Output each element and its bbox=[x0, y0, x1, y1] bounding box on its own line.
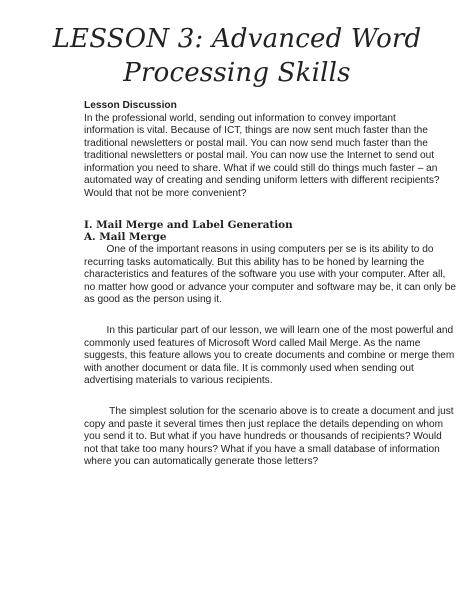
paragraph-line: as good as the person using it. bbox=[84, 294, 222, 306]
paragraph-line: automated way of creating and sending uniform letters with different recipients? bbox=[84, 175, 440, 186]
mail-merge-paragraph-3 bbox=[84, 406, 454, 469]
paragraph-line: The simplest solution for the scenario above is to create a document and just bbox=[84, 406, 454, 418]
lesson-title-line-1: LESSON 3: Advanced Word bbox=[52, 24, 422, 54]
paragraph-line: commonly used features of Microsoft Word called Mail Merge. As the name bbox=[84, 337, 421, 349]
paragraph-line: In the professional world, sending out information to convey important bbox=[84, 112, 396, 124]
document-body bbox=[84, 100, 457, 469]
paragraph-line: you send it to. But what if you have hundreds or thousands of recipients? Would bbox=[84, 431, 442, 443]
paragraph-line: no matter how good or advance your computer and software may be, it can only be bbox=[84, 281, 457, 293]
lesson-title bbox=[0, 22, 474, 90]
lesson-title-line-2: Processing Skills bbox=[123, 58, 351, 88]
paragraph-line: characteristics and features of the software you use with your computer. After all, bbox=[84, 269, 446, 281]
subsection-heading: A. Mail Merge bbox=[84, 231, 167, 244]
lesson-discussion-heading: Lesson Discussion bbox=[84, 100, 177, 111]
paragraph-line: Would that not be more convenient? bbox=[84, 187, 247, 199]
mail-merge-paragraph-2 bbox=[84, 325, 455, 388]
paragraph-line: traditional newsletters or postal mail. You can now send much faster than the bbox=[84, 137, 428, 149]
paragraph-line: information is vital. Because of ICT, things are now sent much faster than the bbox=[84, 125, 428, 136]
paragraph-line: One of the important reasons in using computers per se is its ability to do bbox=[84, 244, 434, 256]
lesson-discussion-paragraph bbox=[84, 112, 440, 201]
paragraph-line: suggests, this feature allows you to create documents and combine or merge them bbox=[84, 350, 455, 362]
paragraph-line: In this particular part of our lesson, we will learn one of the most powerful and bbox=[84, 325, 454, 337]
paragraph-line: where you can automatically generate those letters? bbox=[84, 456, 319, 468]
mail-merge-paragraph-1 bbox=[84, 244, 457, 307]
section-heading: I. Mail Merge and Label Generation bbox=[84, 218, 293, 231]
paragraph-line: recurring tasks automatically. But this ability has to be honed by learning the bbox=[84, 256, 425, 268]
paragraph-line: copy and paste it several times then just replace the details depending on whom bbox=[84, 418, 444, 430]
paragraph-line: with another document or data file. It is commonly used when sending out bbox=[84, 362, 414, 374]
paragraph-line: information you need to share. What if we could still do things much faster – an bbox=[84, 162, 438, 174]
paragraph-line: advertising materials to various recipients. bbox=[84, 375, 273, 387]
paragraph-line: traditional newsletters or postal mail. You can now use the Internet to send out bbox=[84, 150, 435, 161]
paragraph-line: not that take too many hours? What if you have a small database of information bbox=[84, 443, 440, 455]
